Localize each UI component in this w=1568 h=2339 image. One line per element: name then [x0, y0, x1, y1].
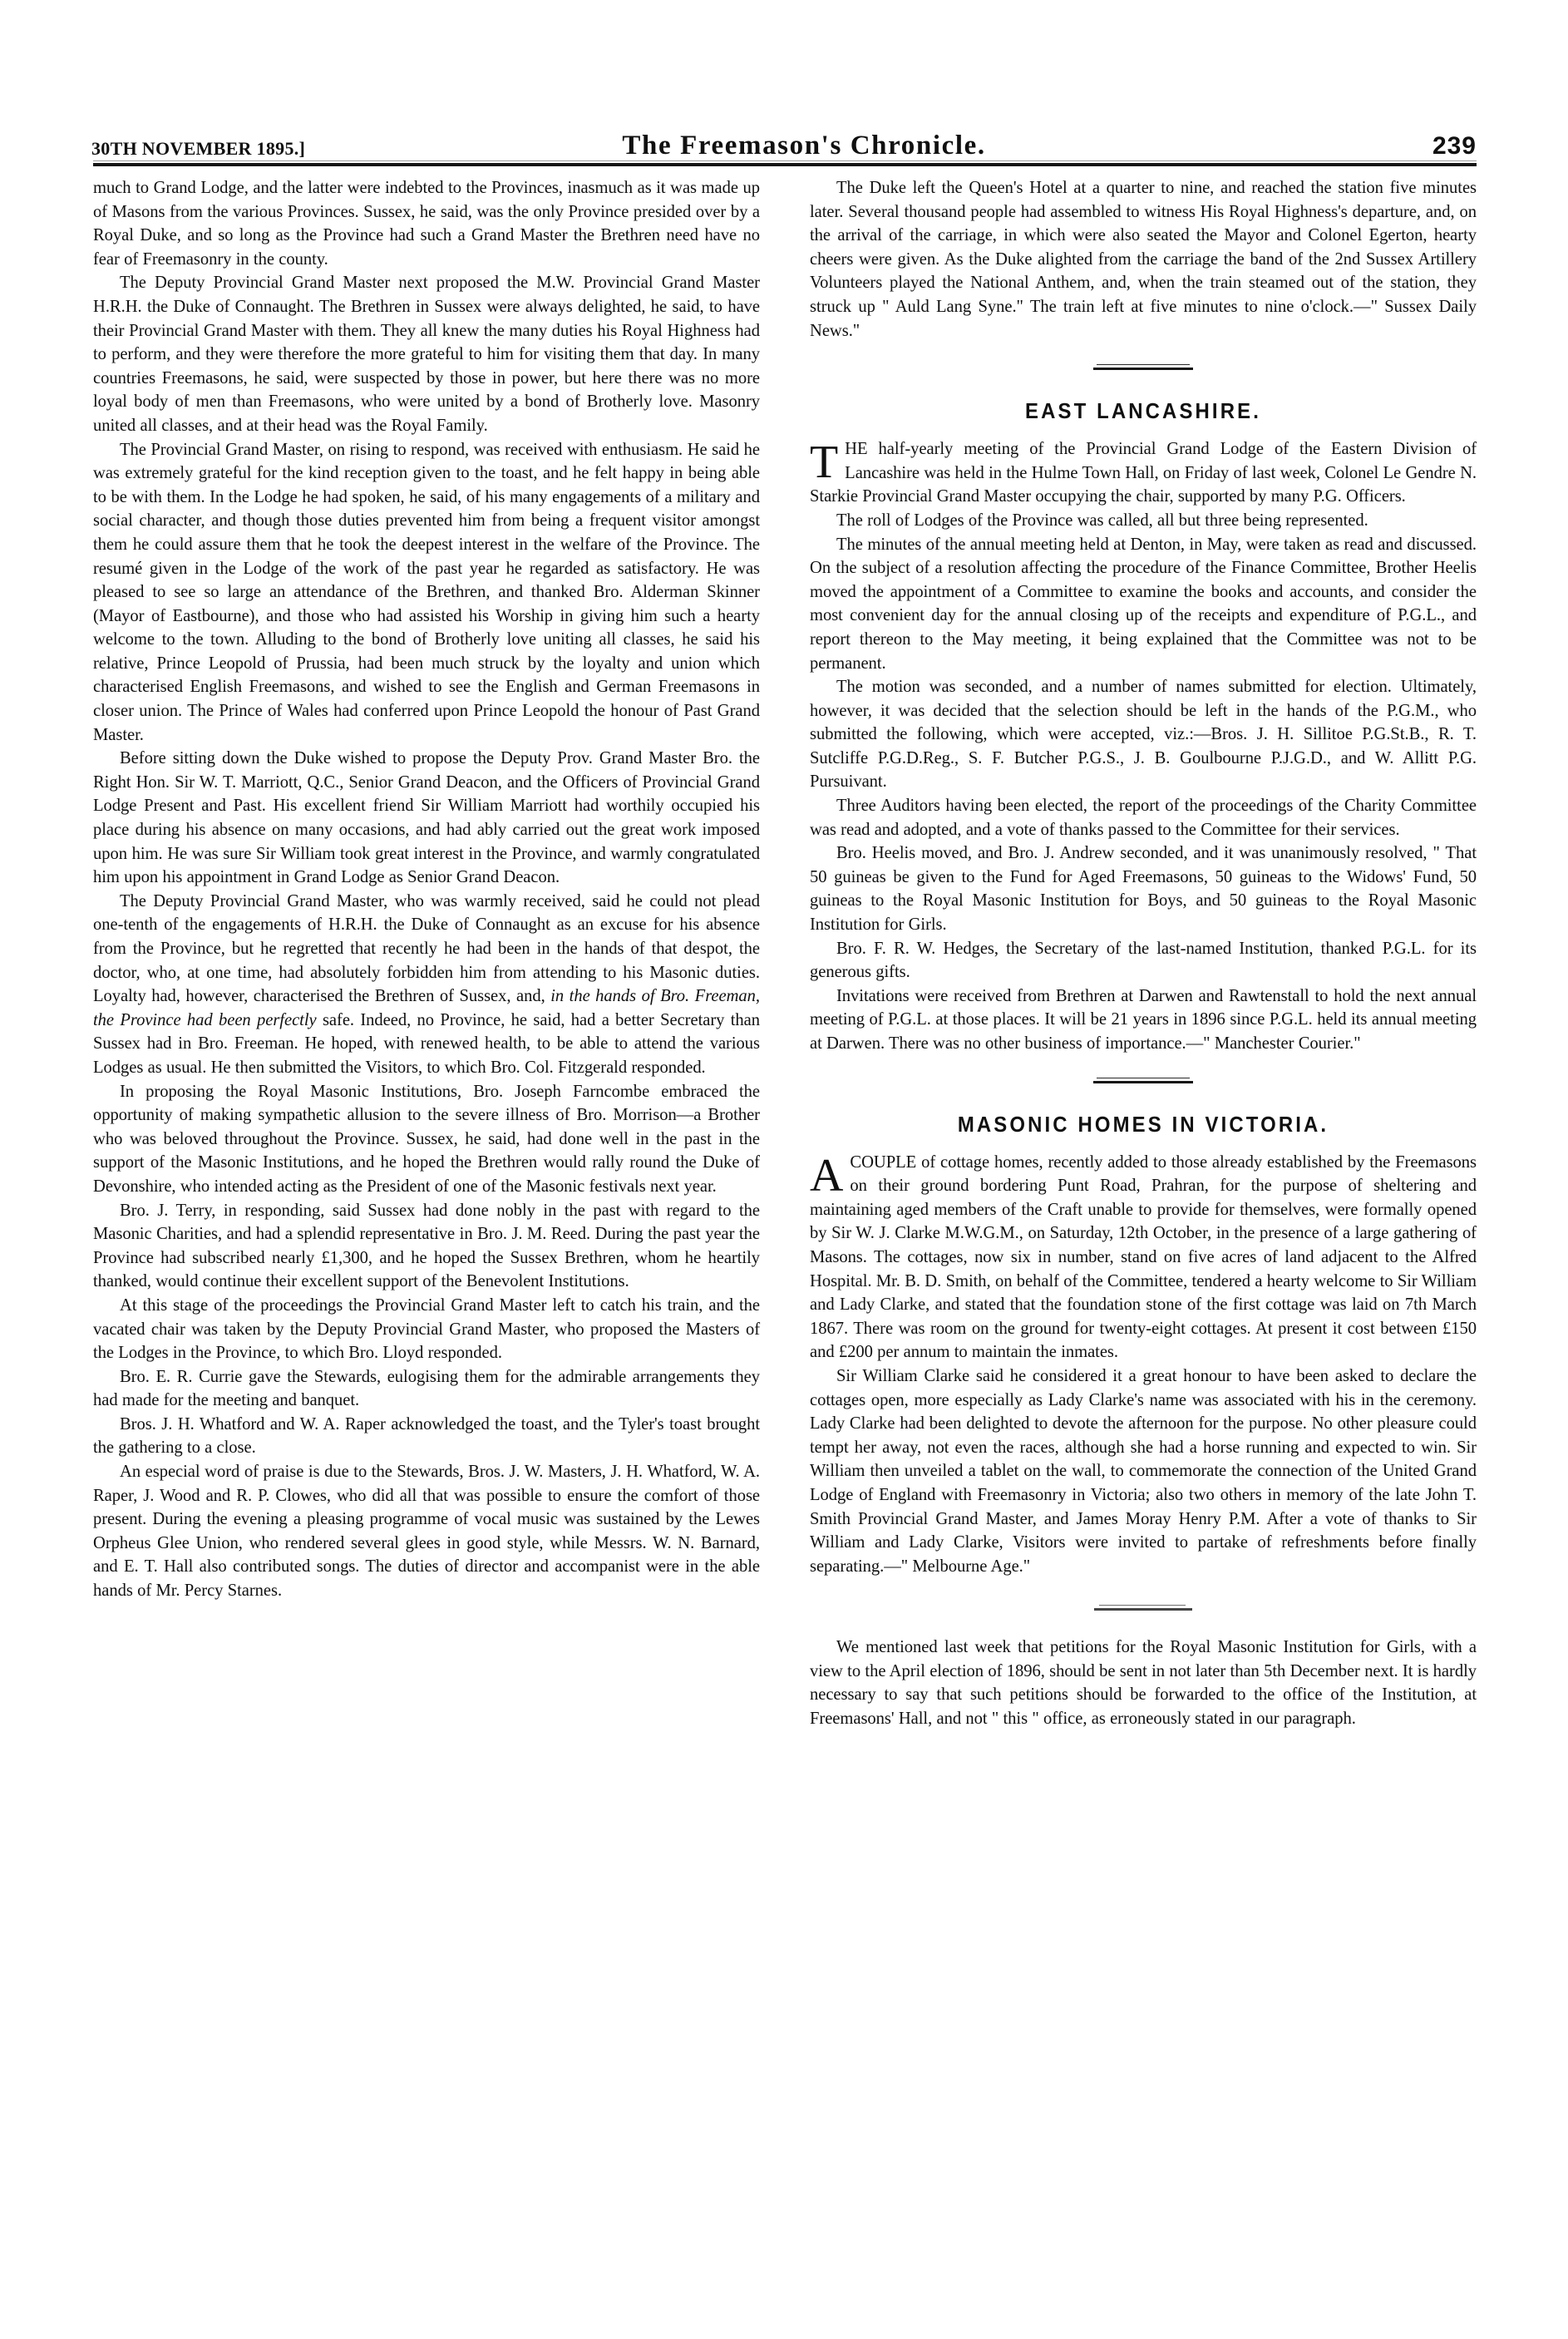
closing-divider-rule — [1094, 1608, 1192, 1611]
article-paragraph: Bro. Heelis moved, and Bro. J. Andrew seconded, and it was unanimously resolved, " That 50 guineas be given to the Fund for Aged Freemasons, 50 guineas to the Widows' Fund, 50 guineas to the Royal Masonic Institution for Boys, and 50 guineas to the Royal Masonic Institution for Girls. — [810, 844, 1477, 935]
section-lead-paragraph — [810, 437, 1477, 509]
right-column — [810, 176, 1477, 1731]
page-number: 239 — [1432, 132, 1477, 160]
column-layout — [93, 176, 1477, 1731]
article-paragraph: Bro. J. Terry, in responding, said Sussex had done nobly in the past with regard to the Masonic Charities, and had a splendid representative in Bro. J. M. Reed. During the past year the Province had subscribed nearly £1,300, and he hoped the Sussex Brethren, whom he heartily thanked, would continue their excellent support of the Benevolent Institutions. — [93, 1201, 760, 1291]
section-heading: EAST LANCASHIRE. — [1025, 398, 1261, 424]
article-paragraph: An especial word of praise is due to the Stewards, Bros. J. W. Masters, J. H. Whatford, W. A. Raper, J. Wood and R. P. Clowes, who did all that was possible to ensure the comfort of those present. During the evening a pleasing programme of vocal music was sustained by the Lewes Orpheus Glee Union, who rendered several glees in good style, while Messrs. W. N. Barnard, and E. T. Hall also contributed songs. The duties of director and accompanist were in the able hands of Mr. Percy Starnes. — [93, 1463, 760, 1601]
article-paragraph: The Deputy Provincial Grand Master, who was warmly received, said he could not plead one-tenth of the engagements of H.R.H. the Duke of Connaught as an excuse for his absence from the Province, but he regretted that recently he had been in the hands of that despot, the doctor, who, at one time, had absolutely forbidden him from attending to his Masonic duties. Loyalty had, however, characterised the Brethren of Sussex, and, in the hands of Bro. Freeman, the Province had been perfectly safe. Indeed, no Province, he said, had a better Secretary than Sussex had in Bro. Freeman. He hoped, with renewed health, to be able to attend the various Lodges as usual. He then submitted the Visitors, to which Bro. Col. Fitzgerald responded. — [93, 891, 761, 1077]
section-divider-rule — [1093, 368, 1193, 370]
section-lead-text: COUPLE of cottage homes, recently added to those already established by the Freemasons on their ground bordering Punt Road, Prahran, for the purpose of sheltering and maintaining aged members of the Craft unable to provide for themselves, were formally opened by Sir W. J. Clarke M.W.G.M., on Saturday, 12th October, in the presence of a large gathering of Masons. The cottages, now six in number, stand on five acres of land adjacent to the Alfred Hospital. Mr. B. D. Smith, on behalf of the Committee, tendered a hearty welcome to Sir William and Lady Clarke, and stated that the foundation stone of the first cottage was laid on 7th March 1867. There was room on the ground for twenty-eight cottages. At present it cost between £150 and £200 per annum to maintain the inmates. — [810, 1152, 1477, 1362]
section-heading: MASONIC HOMES IN VICTORIA. — [957, 1111, 1329, 1137]
article-paragraph: Three Auditors having been elected, the report of the proceedings of the Charity Committee was read and adopted, and a vote of thanks passed to the Committee for their services. — [810, 797, 1477, 839]
drop-cap: A — [810, 1149, 844, 1202]
article-paragraph: The Deputy Provincial Grand Master next proposed the M.W. Provincial Grand Master H.R.H. the Duke of Connaught. The Brethren in Sussex were always delighted, he said, to have their Provincial Grand Master with them. They all knew the many duties his Royal Highness had to perform, and they were therefore the more grateful to him for visiting them that day. In many countries Freemasons, he said, were suspected by those in power, but here there was no more loyal body of men than Freemasons, who were united by a bond of Brotherly love. Masonry united all classes, and at their head was the Royal Family. — [93, 274, 760, 435]
emphasised-text: in the hands of Bro. Freeman, the Province had been perfectly — [93, 987, 760, 1029]
article-paragraph: Bros. J. H. Whatford and W. A. Raper acknowledged the toast, and the Tyler's toast brought the gathering to a close. — [93, 1414, 760, 1458]
article-paragraph: In proposing the Royal Masonic Institutions, Bro. Joseph Farncombe embraced the opportunity of making sympathetic allusion to the severe illness of Bro. Morrison—a Brother who was beloved throughout the Province. Sussex, he said, had done well in the past in the support of the Masonic Institutions, and he hoped the Brethren would rally round the Duke of Devonshire, who intended acting as the President of one of the Masonic festivals next year. — [93, 1082, 760, 1196]
article-paragraph: Before sitting down the Duke wished to propose the Deputy Prov. Grand Master Bro. the Right Hon. Sir W. T. Marriott, Q.C., Senior Grand Deacon, and the Officers of Provincial Grand Lodge Present and Past. His excellent friend Sir William Marriott had worthily occupied his place during his absence on many occasions, and had ably carried out the great work imposed upon him. He was sure Sir William took great interest in the Province, and warmly congratulated him upon his appointment in Grand Lodge as Senior Grand Deacon. — [93, 749, 760, 887]
article-paragraph: We mentioned last week that petitions for the Royal Masonic Institution for Girls, with a view to the April election of 1896, should be sent in not later than 5th December next. It is hardly necessary to say that such petitions should be forwarded to the office of the Institution, at Freemasons' Hall, and not " this " office, as erroneously stated in our paragraph. — [810, 1638, 1477, 1729]
issue-date: 30TH NOVEMBER 1895.] — [91, 138, 306, 159]
article-paragraph: Bro. F. R. W. Hedges, the Secretary of the last-named Institution, thanked P.G.L. for its generous gifts. — [810, 939, 1477, 982]
section-lead-paragraph — [810, 1151, 1477, 1364]
masthead-rule — [93, 163, 1477, 166]
publication-title: The Freemason's Chronicle. — [622, 131, 986, 160]
section-lead-text: HE half-yearly meeting of the Provincial Grand Lodge of the Eastern Division of Lancashire was held in the Hulme Town Hall, on Friday of last week, Colonel Le Gendre N. Starkie Provincial Grand Master occupying the chair, supported by many P.G. Officers. — [810, 440, 1477, 506]
article-paragraph: The motion was seconded, and a number of names submitted for election. Ultimately, however, it was decided that the selection should be left in the hands of the P.G.M., who submitted the following, which were accepted, viz.:—Bros. J. H. Sillitoe P.G.St.B., R. T. Sutcliffe P.G.D.Reg., S. F. Butcher P.G.S., J. B. Goulbourne P.J.G.D., and W. Allitt P.G. Pursuivant. — [810, 678, 1477, 792]
article-paragraph: Bro. E. R. Currie gave the Stewards, eulogising them for the admirable arrangements they had made for the meeting and banquet. — [93, 1367, 760, 1410]
article-paragraph: At this stage of the proceedings the Provincial Grand Master left to catch his train, and the vacated chair was taken by the Deputy Provincial Grand Master, who proposed the Masters of the Lodges in the Province, to which Bro. Lloyd responded. — [93, 1295, 760, 1363]
article-paragraph: The Provincial Grand Master, on rising to respond, was received with enthusiasm. He said he was extremely grateful for the kind reception given to the toast, and he felt happy in being able to be with them. In the Lodge he had spoken, he said, of his many engagements of a military and social character, and though those duties prevented him from being a frequent visitor amongst them he could assure them that he took the deepest interest in the welfare of the Province. The resumé given in the Lodge of the work of the past year he regarded as satisfactory. He was pleased to see so large an attendance of the Brethren, and thanked Bro. Alderman Skinner (Mayor of Eastbourne), and those who had assisted his Worship in giving him such a hearty welcome to the town. Alluding to the bond of Brotherly love uniting all classes, he said his relative, Prince Leopold of Prussia, had been much struck by the loyalty and union which characterised English Freemasons, and wished to see the English and German Freemasons in closer union. The Prince of Wales had conferred upon Prince Leopold the honour of Past Grand Master. — [93, 440, 760, 744]
drop-cap: T — [810, 437, 839, 489]
article-paragraph: Sir William Clarke said he considered it a great honour to have been asked to declare the cottages open, more especially as Lady Clarke's name was associated with his in the ceremony. Lady Clarke had been delighted to devote the afternoon for the purpose. No other pleasure could tempt her away, not even the races, although she had a horse running and expected to win. Sir William then unveiled a tablet on the wall, to commemorate the connection of the United Grand Lodge of England with Freemasonry in Victoria; also two others in memory of the late John T. Smith Provincial Grand Master, and James Moray Henry P.M. After a vote of thanks to Sir William and Lady Clarke, Visitors were invited to partake of refreshments before finally separating.—" Melbourne Age." — [810, 1366, 1477, 1576]
article-paragraph: much to Grand Lodge, and the latter were indebted to the Provinces, inasmuch as it was made up of Masons from the various Provinces. Sussex, he said, was the only Province presided over by a Royal Duke, and so long as the Province had such a Grand Master the Brethren need have no fear of Freemasonry in the county. — [93, 179, 760, 269]
article-paragraph: The minutes of the annual meeting held at Denton, in May, were taken as read and discussed. On the subject of a resolution affecting the procedure of the Finance Committee, Brother Heelis moved the appointment of a Committee to examine the books and accounts, and consider the most convenient day for the annual closing up of the receipts and expenditure of P.G.L., and report thereon to the May meeting, it being explained that the Committee was not to be permanent. — [810, 535, 1477, 673]
article-paragraph: The Duke left the Queen's Hotel at a quarter to nine, and reached the station five minutes later. Several thousand people had assembled to witness His Royal Highness's departure, and, on the arrival of the carriage, in which were also seated the Mayor and Colonel Egerton, hearty cheers were given. As the Duke alighted from the carriage the band of the 2nd Sussex Artillery Volunteers played the National Anthem, and, when the train steamed out of the station, they struck up " Auld Lang Syne." The train left at five minutes to nine o'clock.—" Sussex Daily News." — [810, 179, 1477, 340]
masthead — [91, 116, 1477, 160]
section-divider-rule — [1093, 1081, 1193, 1083]
left-column — [93, 176, 760, 1731]
article-paragraph: The roll of Lodges of the Province was called, all but three being represented. — [836, 511, 1368, 530]
article-paragraph: Invitations were received from Brethren at Darwen and Rawtenstall to hold the next annual meeting of P.G.L. at those places. It will be 21 years in 1896 since P.G.L. held its annual meeting at Darwen. There was no other business of importance.—" Manchester Courier." — [810, 986, 1477, 1053]
